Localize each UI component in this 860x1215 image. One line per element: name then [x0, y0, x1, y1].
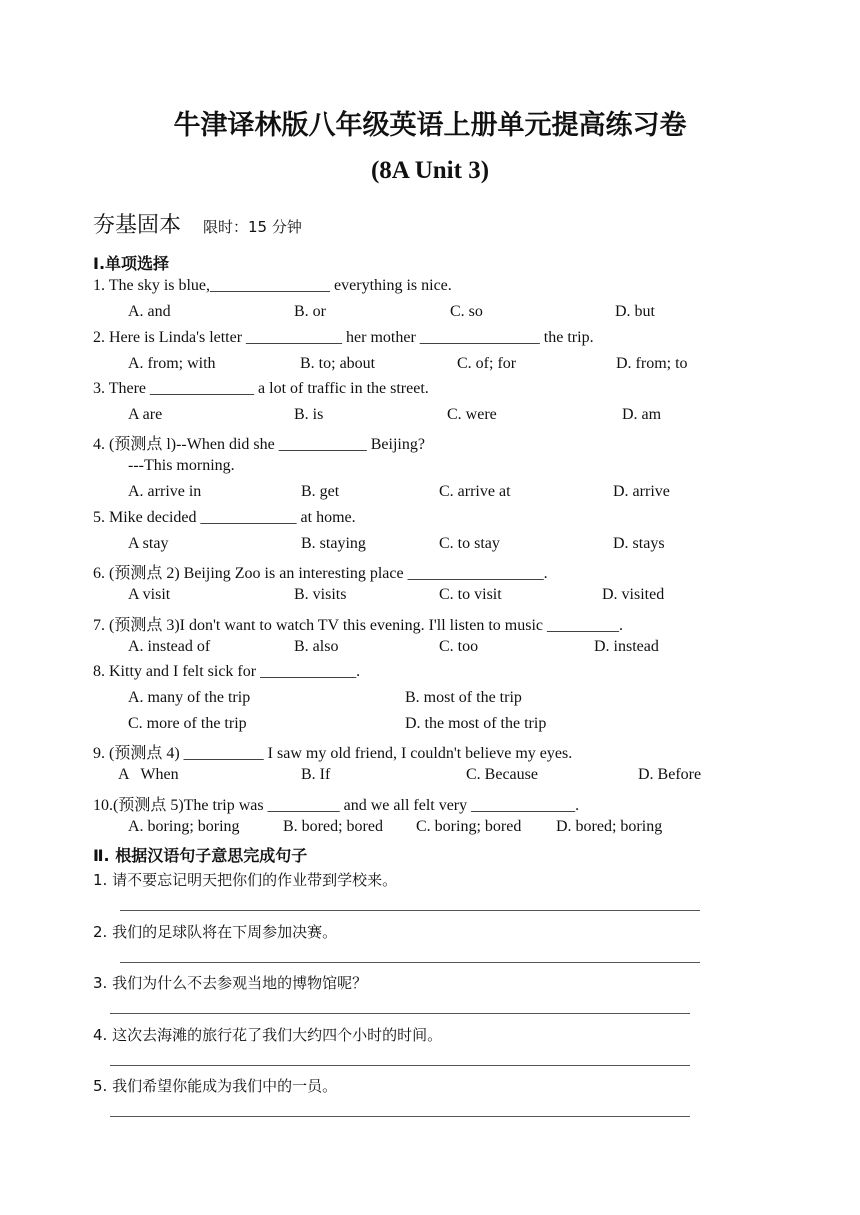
option: B. also [294, 638, 339, 655]
option: A are [128, 406, 163, 423]
answer-line[interactable] [110, 1013, 690, 1014]
option: A. many of the trip [128, 689, 251, 706]
option: B. get [301, 483, 340, 500]
option: C. boring; bored [416, 818, 522, 835]
translation-item: 2. 我们的足球队将在下周参加决赛。 [93, 923, 338, 941]
option: D. the most of the trip [405, 715, 547, 732]
option: B. visits [294, 586, 347, 603]
option: B. or [294, 303, 326, 320]
option: A. from; with [128, 355, 216, 372]
option: A. arrive in [128, 483, 202, 500]
translation-item: 1. 请不要忘记明天把你们的作业带到学校来。 [93, 871, 398, 889]
answer-line[interactable] [110, 1065, 690, 1066]
option: C. Because [466, 766, 538, 783]
option: B. bored; bored [283, 818, 383, 835]
option: A visit [128, 586, 171, 603]
question-stem: 5. Mike decided ____________ at home. [93, 509, 356, 526]
option: D. instead [594, 638, 659, 655]
question-stem: 6. (预测点 2) Beijing Zoo is an interesting place _________________. [93, 565, 548, 582]
answer-line[interactable] [110, 1116, 690, 1117]
question-stem: 1. The sky is blue,_______________ everything is nice. [93, 277, 452, 294]
question-stem: 7. (预测点 3)I don't want to watch TV this evening. I'll listen to music _________. [93, 617, 624, 634]
section-name: 夯基固本 [93, 213, 182, 238]
option: A When [118, 766, 179, 783]
option: A. and [128, 303, 171, 320]
answer-line[interactable] [120, 910, 700, 911]
option: C. of; for [457, 355, 517, 372]
document-subtitle: (8A Unit 3) [370, 157, 490, 184]
translation-item: 4. 这次去海滩的旅行花了我们大约四个小时的时间。 [93, 1026, 443, 1044]
question-stem: 10.(预测点 5)The trip was _________ and we all felt very _____________. [93, 797, 580, 814]
option: B. is [294, 406, 324, 423]
option: D. Before [638, 766, 702, 783]
option: A. instead of [128, 638, 211, 655]
part1-heading: I.单项选择 [93, 254, 170, 273]
option: B. most of the trip [405, 689, 522, 706]
question-stem: 2. Here is Linda's letter ____________ her mother _______________ the trip. [93, 329, 594, 346]
option: B. If [301, 766, 331, 783]
answer-line[interactable] [120, 962, 700, 963]
option: C. more of the trip [128, 715, 247, 732]
translation-item: 5. 我们希望你能成为我们中的一员。 [93, 1077, 338, 1095]
time-limit: 限时：15 分钟 [203, 218, 302, 236]
option: D. bored; boring [556, 818, 663, 835]
option: D. stays [613, 535, 665, 552]
option: C. too [439, 638, 479, 655]
question-stem: 8. Kitty and I felt sick for ____________. [93, 663, 361, 680]
option: A. boring; boring [128, 818, 240, 835]
question-stem: 4. (预测点 l)--When did she ___________ Beijing? [93, 436, 425, 453]
option: D. from; to [616, 355, 688, 372]
option: D. but [615, 303, 655, 320]
option: C. to visit [439, 586, 502, 603]
option: C. so [450, 303, 483, 320]
question-stem: 9. (预测点 4) __________ I saw my old friend, I couldn't believe my eyes. [93, 745, 573, 762]
option: C. arrive at [439, 483, 511, 500]
option: C. were [447, 406, 497, 423]
part2-heading: Ⅱ. 根据汉语句子意思完成句子 [93, 846, 308, 865]
option: C. to stay [439, 535, 500, 552]
option: B. staying [301, 535, 366, 552]
section-heading [93, 208, 302, 239]
option: D. arrive [613, 483, 670, 500]
option: A stay [128, 535, 169, 552]
option: D. visited [602, 586, 665, 603]
document-title: 牛津译林版八年级英语上册单元提高练习卷 [173, 110, 687, 141]
option: B. to; about [300, 355, 376, 372]
question-stem: 3. There _____________ a lot of traffic in the street. [93, 380, 429, 397]
option: D. am [622, 406, 662, 423]
translation-item: 3. 我们为什么不去参观当地的博物馆呢？ [93, 974, 368, 992]
question-response: ---This morning. [128, 457, 235, 474]
